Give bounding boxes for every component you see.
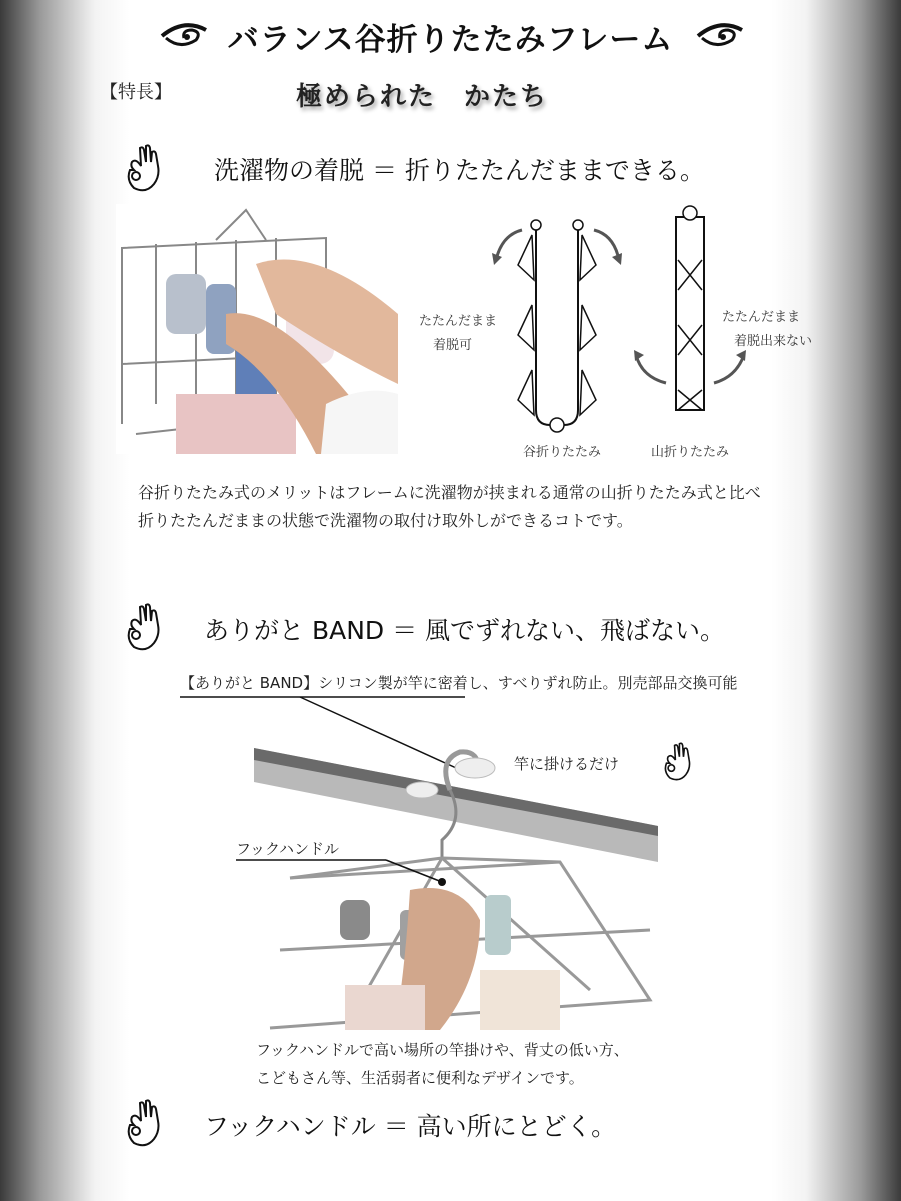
section1-desc-line1: 谷折りたたみ式のメリットはフレームに洗濯物が挟まれる通常の山折りたたみ式と比べ [138,483,761,502]
ok-hand-icon [122,1095,164,1147]
hanger-photo [116,204,398,454]
ok-hand-icon [122,140,164,192]
section2-heading: ありがと BAND ＝ 風でずれない、飛ばない。 [204,616,726,645]
ok-hand-icon [122,599,164,651]
mountain-note-2: 着脱出来ない [734,334,813,349]
mountain-caption: 山折りたたみ [651,445,730,460]
section1-heading: 洗濯物の着脱 ＝ 折りたたんだままできる。 [214,156,705,185]
eye-swirl-icon-right [696,20,744,50]
feature-label: 【特長】 [100,82,172,103]
mountain-note-1: たたんだまま [722,310,801,325]
pole-note: 竿に掛けるだけ [514,755,620,773]
page-title: バランス谷折りたたみフレーム [227,22,674,58]
hook-handle-label: フックハンドル [236,840,340,858]
band-note: 【ありがと BAND】シリコン製が竿に密着し、すべりずれ防止。別売部品交換可能 [180,674,738,692]
valley-note-1: たたんだまま [419,314,498,329]
ok-hand-icon [660,738,694,782]
section2-desc-line1: フックハンドルで高い場所の竿掛けや、背丈の低い方、 [256,1041,629,1059]
subtitle: 極められた かたち [296,82,549,112]
section2-desc-line2: こどもさん等、生活弱者に便利なデザインです。 [256,1069,584,1087]
section1-desc-line2: 折りたたんだままの状態で洗濯物の取付け取外しができるコトです。 [138,511,633,530]
hook-pointer-line [236,858,456,890]
valley-note-2: 着脱可 [433,338,473,353]
section3-heading: フックハンドル ＝ 高い所にとどく。 [204,1112,617,1141]
valley-caption: 谷折りたたみ [523,445,602,460]
